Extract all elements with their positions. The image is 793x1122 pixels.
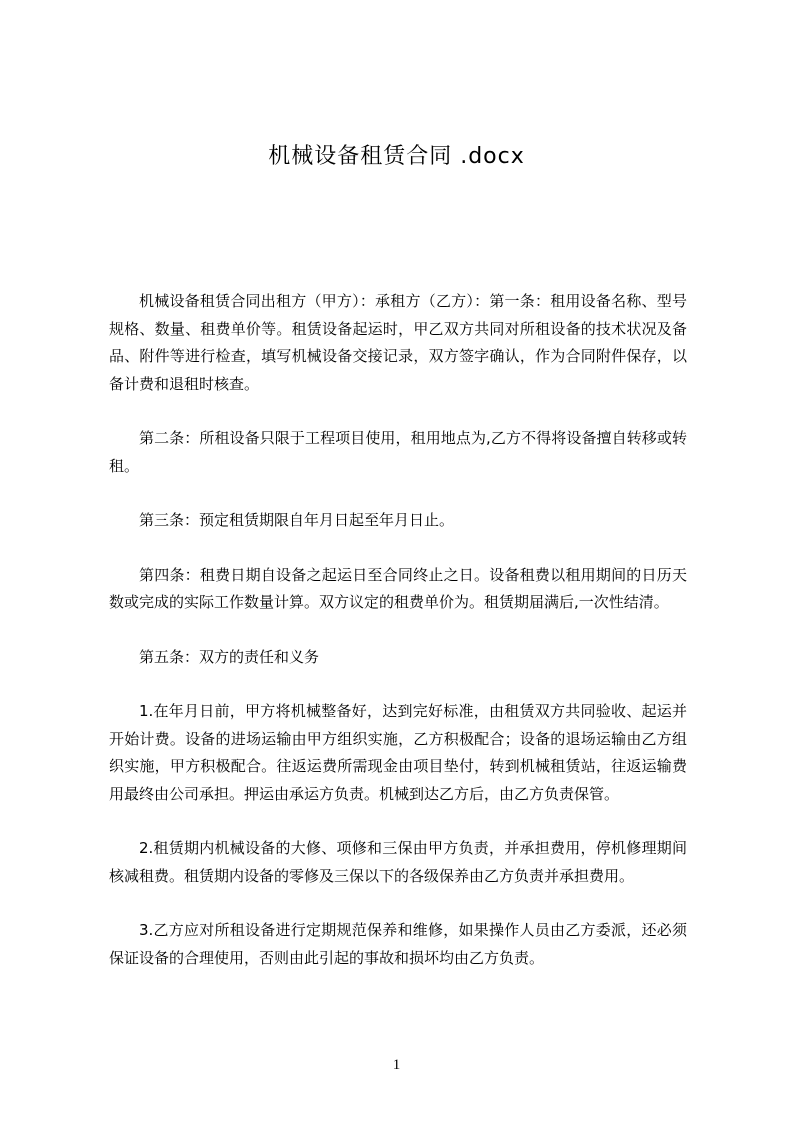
document-title: 机械设备租赁合同 .docx <box>268 144 525 169</box>
page-number: 1 <box>392 1057 401 1073</box>
paragraph-article-3: 第三条：预定租赁期限自年月日起至年月日止。 <box>139 511 455 529</box>
paragraph-clause-3: 3.乙方应对所租设备进行定期规范保养和维修，如果操作人员由乙方委派，还必须保证设备的合理使用，否则由此引起的事故和损坏均由乙方负责。 <box>109 921 687 967</box>
paragraph-clause-2: 2.租赁期内机械设备的大修、项修和三保由甲方负责，并承担费用，停机修理期间核减租费。租赁期内设备的零修及三保以下的各级保养由乙方负责并承担费用。 <box>109 839 687 885</box>
paragraph-article-4: 第四条：租费日期自设备之起运日至合同终止之日。设备租费以租用期间的日历天数或完成的实际工作数量计算。双方议定的租费单价为。租赁期届满后,一次性结清。 <box>109 565 687 611</box>
paragraph-article-5-heading: 第五条：双方的责任和义务 <box>139 647 320 666</box>
paragraph-clause-1: 1.在年月日前，甲方将机械整备好，达到完好标准，由租赁双方共同验收、起运并开始计费。设备的进场运输由甲方组织实施，乙方积极配合；设备的退场运输由乙方组织实施，甲方积极配合。往返运费所需现金由项目垫付，转到机械租赁站，往返运输费用最终由公司承担。押运由承运方负责。机械到达乙方后，由乙方负责保管。 <box>109 702 687 803</box>
paragraph-intro-article-1: 机械设备租赁合同出租方（甲方）：承租方（乙方）：第一条：租用设备名称、型号规格、数量、租费单价等。租赁设备起运时，甲乙双方共同对所租设备的技术状况及备品、附件等进行检查，填写机械设备交接记录，双方签字确认，作为合同附件保存，以备计费和退租时核查。 <box>109 292 687 393</box>
document-body <box>109 288 687 999</box>
paragraph-article-2: 第二条：所租设备只限于工程项目使用，租用地点为,乙方不得将设备擅自转移或转租。 <box>109 429 687 475</box>
